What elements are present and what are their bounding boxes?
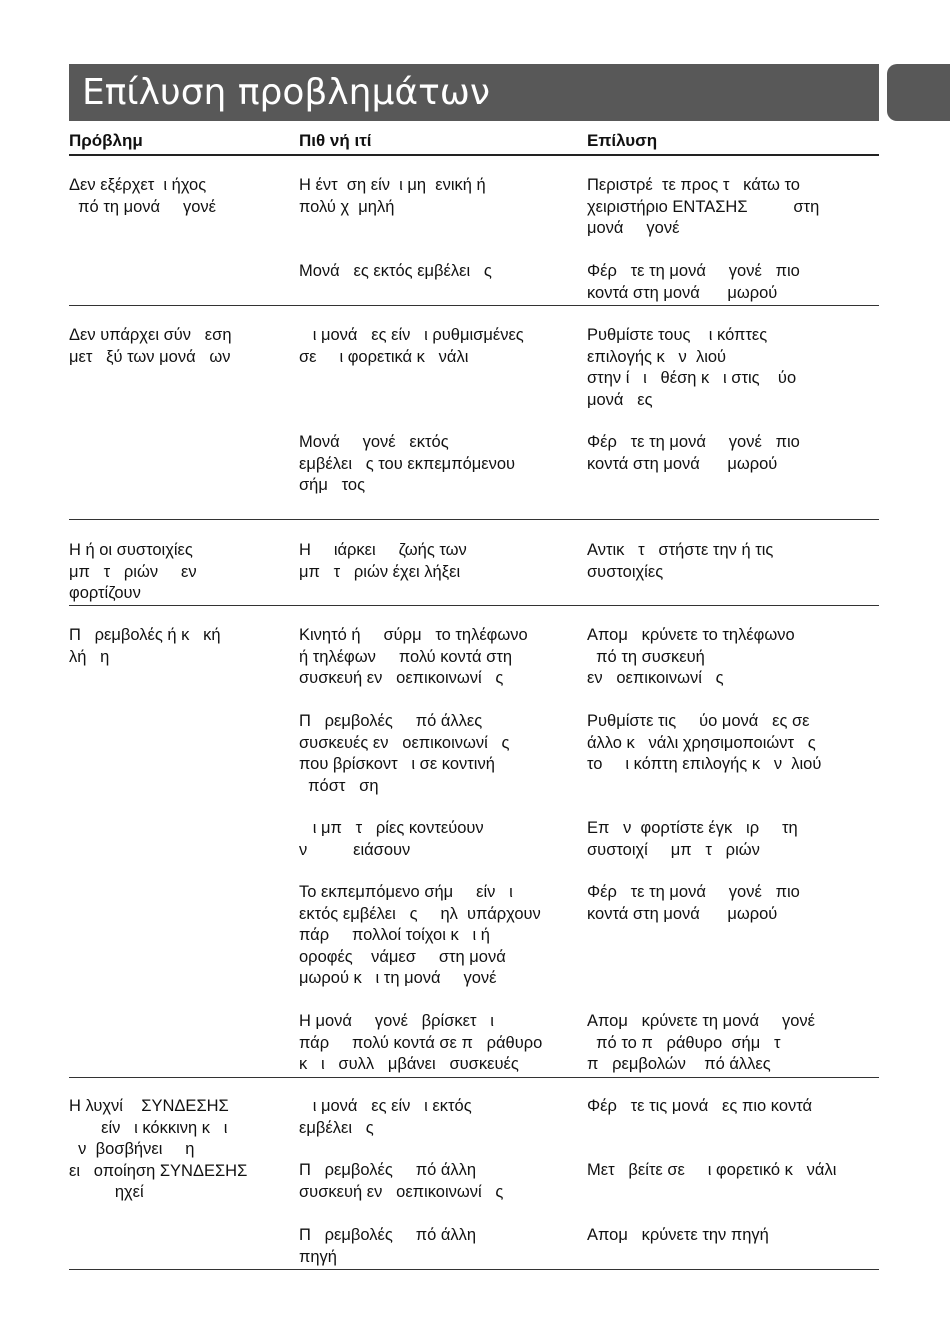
row-divider — [69, 1077, 879, 1078]
cause-cell: Μονά γονέ εκτός εμβέλει ς του εκπεμπόμενου σήμ τος — [299, 433, 516, 494]
cause-cell: Π ρεμβολές πό άλλη πηγή — [299, 1226, 477, 1266]
solution-cell: Περιστρέ τε προς τ κάτω το χειριστήριο ΕΝΤΑΣΗΣ στη μονά γονέ — [587, 176, 820, 237]
cause-cell: Η έντ ση είν ι μη ενική ή πολύ χ μηλή — [299, 176, 486, 216]
cause-cell: ι μονά ες είν ι ρυθμισμένες σε ι φορετικά κ νάλι — [299, 326, 524, 366]
cause-cell: Κινητό ή σύρμ το τηλέφωνο ή τηλέφων πολύ κοντά στη συσκευή εν οεπικοινωνί ς — [299, 626, 528, 687]
row-divider — [69, 305, 879, 306]
solution-cell: Επ ν φορτίστε έγκ ιρ τη συστοιχί μπ τ ριών — [587, 819, 798, 859]
solution-cell: Ρυθμίστε τους ι κόπτες επιλογής κ ν λιού στην ί ι θέση κ ι στις ύο μονά ες — [587, 326, 797, 409]
page-title: Επίλυση προβλημάτων — [82, 72, 491, 113]
cause-cell: ι μονά ες είν ι εκτός εμβέλει ς — [299, 1097, 472, 1137]
cause-cell: Η μονά γονέ βρίσκετ ι πάρ πολύ κοντά σε π ράθυρο κ ι συλλ μβάνει συσκευές — [299, 1012, 543, 1073]
cause-cell: Το εκπεμπόμενο σήμ είν ι εκτός εμβέλει ς ηλ υπάρχουν πάρ πολλοί τοίχοι κ ι ή οροφές νάμεσ στη μονά μωρού κ ι τη μονά γονέ — [299, 883, 541, 987]
row-divider — [69, 1269, 879, 1270]
column-header-solution: Επίλυση — [587, 131, 658, 150]
problem-cell: Η ή οι συστοιχίες μπ τ ριών εν φορτίζουν — [69, 541, 197, 602]
solution-cell: Αντικ τ στήστε την ή τις συστοιχίες — [587, 541, 774, 581]
side-thumb-tab — [887, 64, 950, 121]
row-divider — [69, 519, 879, 520]
section-header-bar — [69, 64, 879, 121]
solution-cell: Φέρ τε τη μονά γονέ πιο κοντά στη μονά μωρού — [587, 433, 800, 473]
solution-cell: Απομ κρύνετε την πηγή — [587, 1226, 769, 1244]
solution-cell: Φέρ τε τις μονά ες πιο κοντά — [587, 1097, 813, 1115]
problem-cell: Η λυχνί ΣΥΝΔΕΣΗΣ είν ι κόκκινη κ ι ν βοσβήνει η ει οποίηση ΣΥΝΔΕΣΗΣ ηχεί — [69, 1097, 248, 1201]
solution-cell: Απομ κρύνετε το τηλέφωνο πό τη συσκευή εν οεπικοινωνί ς — [587, 626, 795, 687]
header-divider — [69, 154, 879, 156]
problem-cell: Δεν υπάρχει σύν εση μετ ξύ των μονά ων — [69, 326, 232, 366]
problem-cell: Δεν εξέρχετ ι ήχος πό τη μονά γονέ — [69, 176, 217, 216]
solution-cell: Ρυθμίστε τις ύο μονά ες σε άλλο κ νάλι χρησιμοποιώντ ς το ι κόπτη επιλογής κ ν λιού — [587, 712, 822, 773]
solution-cell: Φέρ τε τη μονά γονέ πιο κοντά στη μονά μωρού — [587, 262, 800, 302]
cause-cell: Π ρεμβολές πό άλλη συσκευή εν οεπικοινωνί ς — [299, 1161, 504, 1201]
cause-cell: Μονά ες εκτός εμβέλει ς — [299, 262, 492, 280]
column-header-cause: Πιθ νή ιτί — [299, 131, 372, 150]
cause-cell: ι μπ τ ρίες κοντεύουν ν ειάσουν — [299, 819, 484, 859]
cause-cell: Π ρεμβολές πό άλλες συσκευές εν οεπικοινωνί ς που βρίσκοντ ι σε κοντινή πόστ ση — [299, 712, 510, 795]
row-divider — [69, 605, 879, 606]
problem-cell: Π ρεμβολές ή κ κή λή η — [69, 626, 221, 666]
column-header-problem: Πρόβλημ — [69, 131, 143, 150]
solution-cell: Φέρ τε τη μονά γονέ πιο κοντά στη μονά μωρού — [587, 883, 800, 923]
solution-cell: Απομ κρύνετε τη μονά γονέ πό το π ράθυρο σήμ τ π ρεμβολών πό άλλες — [587, 1012, 816, 1073]
solution-cell: Μετ βείτε σε ι φορετικό κ νάλι — [587, 1161, 837, 1179]
cause-cell: Η ιάρκει ζωής των μπ τ ριών έχει λήξει — [299, 541, 467, 581]
